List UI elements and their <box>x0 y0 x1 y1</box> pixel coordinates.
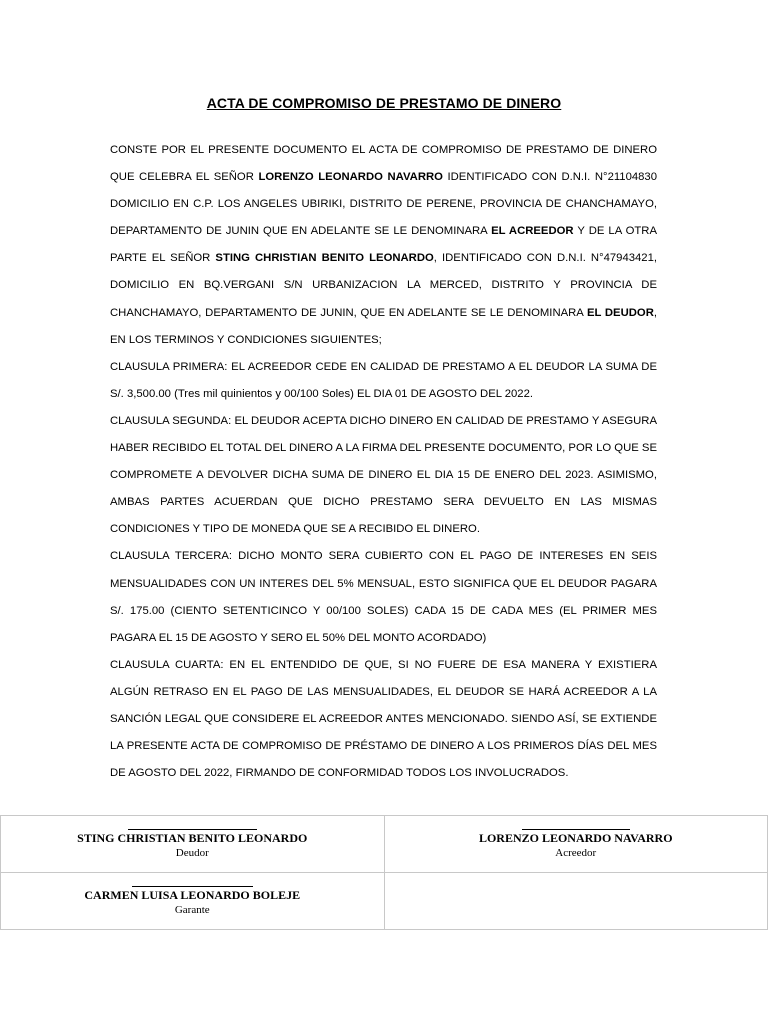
text-run: CLAUSULA CUARTA: EN EL ENTENDIDO DE QUE, SI NO FUERE DE ESA MANERA Y EXISTIERA ALGÚN RETRASO EN EL PAGO DE LAS MENSUALIDADES, EL DEUDOR SE HARÁ ACREEDOR A LA SANCIÓN LEGAL QUE CONSIDERE EL ACREEDOR ANTES MENCIONADO. SIENDO ASÍ, SE EXTIENDE LA PRESENTE ACTA DE COMPROMISO DE PRÉSTAMO DE DINERO A LOS PRIMEROS DÍAS DEL MES DE AGOSTO DEL 2022, FIRMANDO DE CONFORMIDAD TODOS LOS INVOLUCRADOS. <box>110 658 657 780</box>
bold-text-run: EL ACREEDOR <box>491 225 574 238</box>
signature-name-deudor: STING CHRISTIAN BENITO LEONARDO <box>77 831 308 845</box>
signature-role-garante: Garante <box>174 904 210 916</box>
text-run: IDENTIFICADO CON D.N.I. N°21104830 DOMICILIO EN C.P. LOS ANGELES UBIRIKI, DISTRITO DE PERENE, PROVINCIA DE CHANCHAMAYO, DEPARTAMENTO DE JUNIN QUE EN ADELANTE SE LE DENOMINARA <box>110 171 657 238</box>
text-run: CLAUSULA TERCERA: DICHO MONTO SERA CUBIERTO CON EL PAGO DE INTERESES EN SEIS MENSUALIDADES CON UN INTERES DEL 5% MENSUAL, ESTO SIGNIFICA QUE EL DEUDOR PAGARA S/. 175.00 (CIENTO SETENTICINCO Y 00/100 SOLES) CADA 15 DE CADA MES (EL PRIMER MES PAGARA EL 15 DE AGOSTO Y SERO EL 50% DEL MONTO ACORDADO) <box>110 550 657 644</box>
text-run: Y DE LA OTRA PARTE EL SEÑOR <box>110 225 657 265</box>
signature-cell-acreedor <box>384 816 768 873</box>
text-run: CLAUSULA SEGUNDA: EL DEUDOR ACEPTA DICHO DINERO EN CALIDAD DE PRESTAMO Y ASEGURA HABER RECIBIDO EL TOTAL DEL DINERO A LA FIRMA DEL PRESENTE DOCUMENTO, POR LO QUE SE COMPROMETE A DEVOLVER DICHA SUMA DE DINERO EL DIA 15 DE ENERO DEL 2023. ASIMISMO, AMBAS PARTES ACUERDAN QUE DICHO PRESTAMO SERA DEVUELTO EN LAS MISMAS CONDICIONES Y TIPO DE MONEDA QUE SE A RECIBIDO EL DINERO. <box>110 414 657 536</box>
text-run: CLAUSULA PRIMERA: EL ACREEDOR CEDE EN CALIDAD DE PRESTAMO A EL DEUDOR LA SUMA DE S/. 3,500.00 (Tres mil quinientos y 00/100 Soles) EL DIA 01 DE AGOSTO DEL 2022. <box>110 360 657 400</box>
signature-table <box>0 815 768 930</box>
signature-cell-deudor <box>1 816 385 873</box>
text-run: CONSTE POR EL PRESENTE DOCUMENTO EL ACTA DE COMPROMISO DE PRESTAMO DE DINERO QUE CELEBRA EL SEÑOR <box>110 144 657 184</box>
signature-line <box>132 886 253 887</box>
paragraph-clausula-primera <box>110 354 657 408</box>
document-body <box>110 137 657 787</box>
paragraph-clausula-segunda <box>110 408 657 543</box>
signature-cell-garante <box>1 873 385 930</box>
paragraph-intro <box>110 137 657 354</box>
signature-role-acreedor: Acreedor <box>555 847 597 859</box>
signature-name-acreedor: LORENZO LEONARDO NAVARRO <box>478 831 673 845</box>
signature-line <box>128 829 257 830</box>
document-title: ACTA DE COMPROMISO DE PRESTAMO DE DINERO <box>206 95 562 111</box>
signature-name-garante: CARMEN LUISA LEONARDO BOLEJE <box>84 888 301 902</box>
bold-text-run: STING CHRISTIAN BENITO LEONARDO <box>215 252 434 265</box>
signature-cell-empty <box>384 873 768 930</box>
text-run: , IDENTIFICADO CON D.N.I. N°47943421, DOMICILIO EN BQ.VERGANI S/N URBANIZACION LA MERCED, DISTRITO Y PROVINCIA DE CHANCHAMAYO, DEPARTAMENTO DE JUNIN, QUE EN ADELANTE SE LE DENOMINARA <box>110 252 657 319</box>
text-run: , EN LOS TERMINOS Y CONDICIONES SIGUIENTES; <box>110 306 657 346</box>
paragraph-clausula-tercera <box>110 543 657 651</box>
paragraph-clausula-cuarta <box>110 652 657 787</box>
signature-role-deudor: Deudor <box>175 847 209 859</box>
signature-line <box>522 829 630 830</box>
bold-text-run: LORENZO LEONARDO NAVARRO <box>258 171 443 184</box>
bold-text-run: EL DEUDOR <box>586 306 654 319</box>
